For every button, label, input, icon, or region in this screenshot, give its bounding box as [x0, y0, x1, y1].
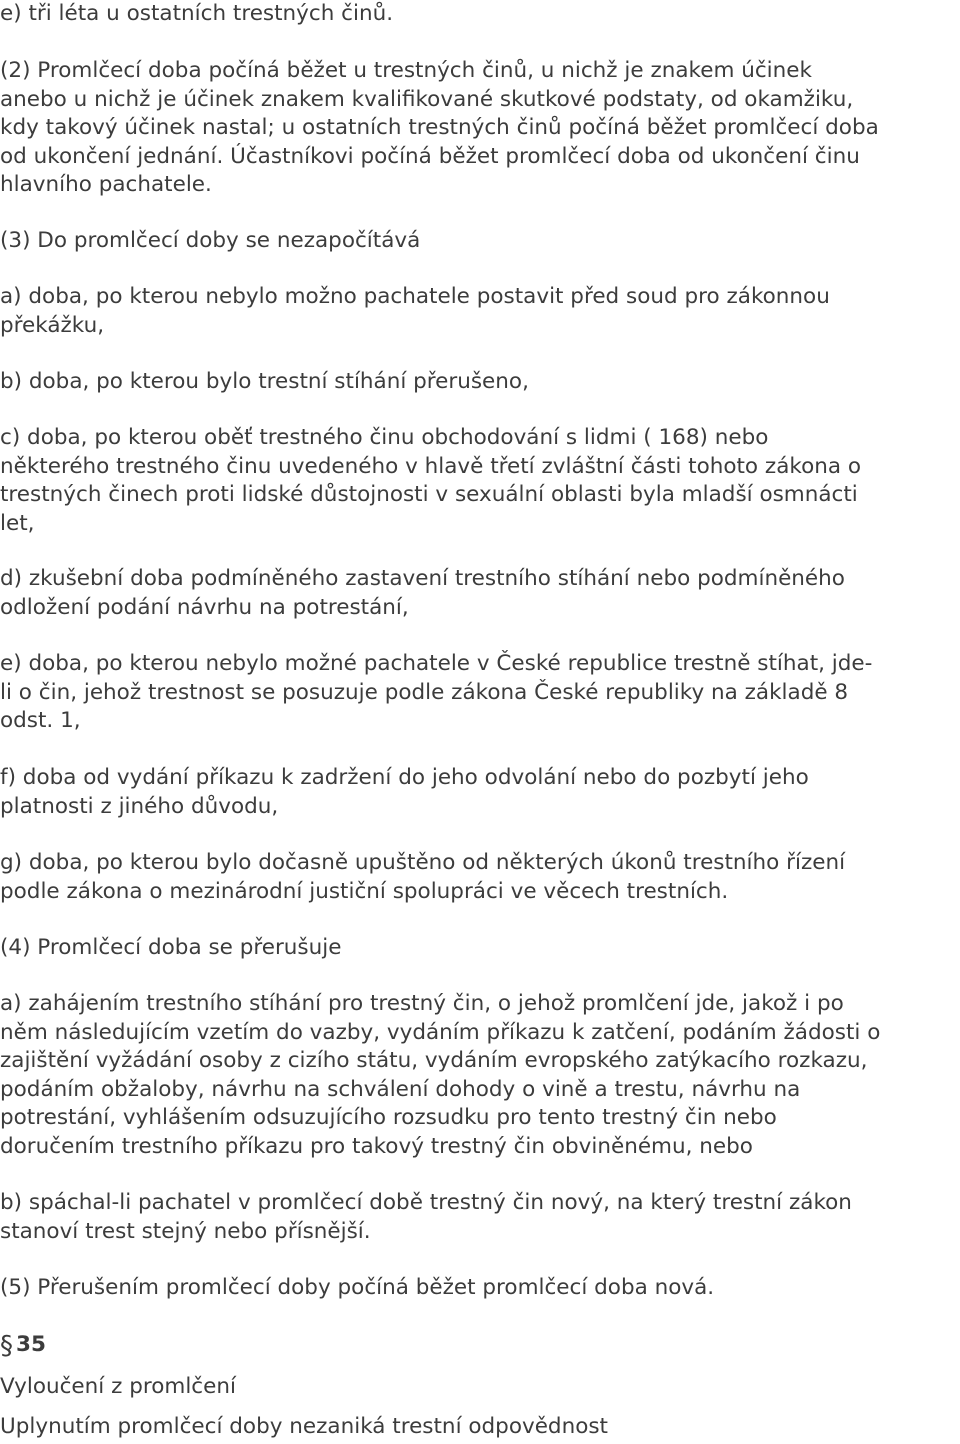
text-line: li o čin, jehož trestnost se posuzuje podle zákona České republiky na základě 8 [0, 679, 849, 705]
item-4b [0, 1189, 960, 1246]
item-3d [0, 565, 960, 622]
paragraph-3-heading [0, 227, 960, 256]
text-line: kdy takový účinek nastal; u ostatních trestných činů počíná běžet promlčecí doba [0, 115, 879, 140]
text-line: některého trestného činu uvedeného v hlavě třetí zvláštní části tohoto zákona o [0, 453, 862, 479]
section-symbol: § [0, 1331, 13, 1361]
section-heading [0, 1331, 960, 1360]
text-line: c) doba, po kterou oběť trestného činu obchodování s lidmi ( 168) nebo [0, 425, 769, 450]
text-line: doručením trestního příkazu pro takový trestný čin obviněnému, nebo [0, 1133, 753, 1159]
text-line: e) doba, po kterou nebylo možné pachatele v České republice trestně stíhat, jde- [0, 651, 873, 676]
section-body [0, 1413, 960, 1442]
text-line: od ukončení jednání. Účastníkovi počíná běžet promlčecí doba od ukončení činu [0, 143, 860, 169]
text-line: Uplynutím promlčecí doby nezaniká trestní odpovědnost [0, 1414, 608, 1439]
item-3f [0, 764, 960, 821]
section-number-line [0, 1331, 960, 1360]
text-line: b) spáchal-li pachatel v promlčecí době trestný čin nový, na který trestní zákon [0, 1190, 852, 1215]
text-line: (3) Do promlčecí doby se nezapočítává [0, 228, 421, 253]
text-line: Vyloučení z promlčení [0, 1374, 236, 1399]
text-line: (4) Promlčecí doba se přerušuje [0, 935, 342, 960]
text-line: platnosti z jiného důvodu, [0, 793, 279, 819]
text-line: překážku, [0, 312, 105, 338]
text-line: anebo u nichž je účinek znakem kvalifikované skutkové podstaty, od okamžiku, [0, 86, 854, 112]
text-line: hlavního pachatele. [0, 172, 212, 197]
item-3g [0, 849, 960, 906]
text-line: podle zákona o mezinárodní justiční spolupráci ve věcech trestních. [0, 878, 729, 904]
text-line: odst. 1, [0, 708, 81, 733]
paragraph-5 [0, 1274, 960, 1303]
paragraph-2 [0, 57, 960, 200]
text-line: g) doba, po kterou bylo dočasně upuštěno od některých úkonů trestního řízení [0, 850, 846, 875]
item-3c [0, 424, 960, 538]
text-line: odložení podání návrhu na potrestání, [0, 594, 409, 620]
item-3b [0, 368, 960, 397]
text-line: (2) Promlčecí doba počíná běžet u trestných činů, u nichž je znakem účinek [0, 58, 812, 83]
text-line: něm následujícím vzetím do vazby, vydáním příkazu k zatčení, podáním žádosti o [0, 1019, 881, 1045]
text-line: f) doba od vydání příkazu k zadržení do jeho odvolání nebo do pozbytí jeho [0, 765, 809, 790]
item-4a [0, 990, 960, 1161]
text-line: let, [0, 510, 35, 536]
text-line: (5) Přerušením promlčecí doby počíná běžet promlčecí doba nová. [0, 1275, 715, 1300]
section-number: 35 [16, 1332, 46, 1357]
text-line: zajištění vyžádání osoby z cizího státu, vydáním evropského zatýkacího rozkazu, [0, 1048, 868, 1073]
text-line: a) zahájením trestního stíhání pro trestný čin, o jehož promlčení jde, jakož i po [0, 991, 844, 1016]
text-line: a) doba, po kterou nebylo možno pachatele postavit před soud pro zákonnou [0, 284, 830, 309]
item-3a [0, 283, 960, 340]
item-3e [0, 650, 960, 736]
text-line: trestných činech proti lidské důstojnosti v sexuální oblasti byla mladší osmnácti [0, 482, 858, 507]
text-line: stanoví trest stejný nebo přísnější. [0, 1218, 371, 1244]
text-line: d) zkušební doba podmíněného zastavení trestního stíhání nebo podmíněného [0, 566, 845, 591]
paragraph-4-heading [0, 934, 960, 963]
text-line: podáním obžaloby, návrhu na schválení dohody o vině a trestu, návrhu na [0, 1076, 801, 1102]
section-title [0, 1373, 960, 1402]
text-line: potrestání, vyhlášením odsuzujícího rozsudku pro tento trestný čin nebo [0, 1105, 777, 1130]
text-line: e) tři léta u ostatních trestných činů. [0, 1, 394, 26]
paragraph-p0 [0, 0, 960, 29]
text-line: b) doba, po kterou bylo trestní stíhání přerušeno, [0, 369, 529, 394]
